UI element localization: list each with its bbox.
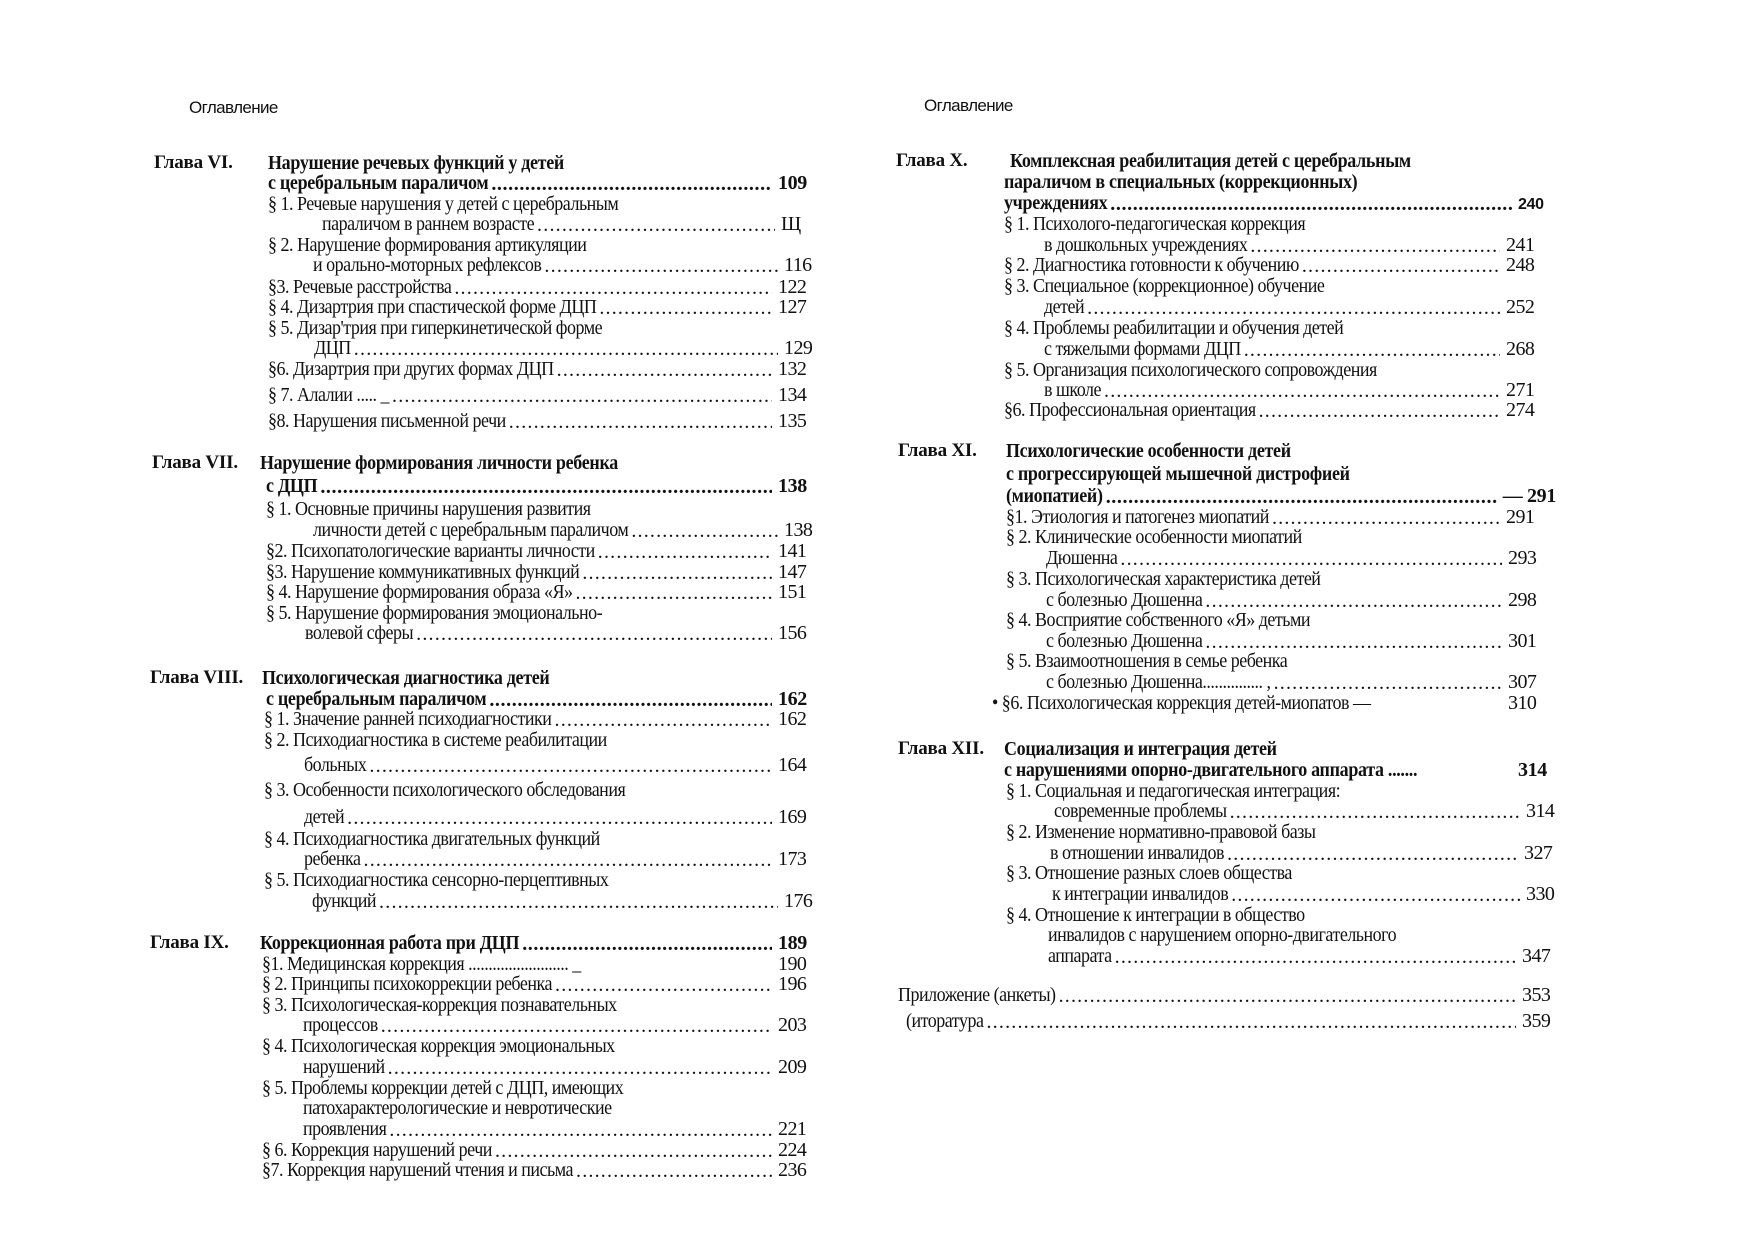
dot-leader	[1104, 380, 1500, 400]
entry-title: Нарушение формирования личности ребенка	[260, 452, 618, 474]
chapter-title-line	[260, 932, 812, 954]
toc-entry	[1004, 317, 1343, 339]
entry-title: §1. Медицинская коррекция ......................... _	[262, 953, 581, 975]
page-number: 203	[778, 1014, 807, 1036]
toc-entry	[313, 519, 818, 541]
entry-title: с церебральным параличом	[268, 172, 489, 194]
chapter-title-line	[260, 452, 618, 474]
dot-leader	[537, 214, 775, 234]
entry-title: параличом в специальных (коррекционных)	[1004, 171, 1358, 193]
entry-title: Социализация и интеграция детей	[1004, 738, 1277, 760]
dot-leader	[1106, 486, 1497, 506]
dot-leader	[1205, 590, 1502, 610]
dot-leader	[1115, 946, 1516, 966]
entry-title: §7. Коррекция нарушений чтения и письма	[262, 1159, 574, 1181]
page-number: 330	[1526, 883, 1555, 905]
toc-entry	[303, 1097, 612, 1119]
page-number: Щ	[781, 213, 801, 235]
page-number: 224	[778, 1139, 807, 1161]
page-number: 127	[778, 296, 807, 318]
entry-title: § 4. Психодиагностика двигательных функций	[264, 828, 600, 850]
entry-title: § 3. Психологическая характеристика детей	[1006, 568, 1321, 590]
entry-title: § 4. Нарушение формирования образа «Я»	[266, 581, 573, 603]
toc-entry	[264, 729, 607, 751]
dot-leader	[320, 476, 772, 496]
entry-title: и орально-моторных рефлексов	[313, 254, 542, 276]
entry-title: § 4. Психологическая коррекция эмоциональных	[262, 1035, 615, 1057]
toc-entry	[264, 708, 812, 730]
entry-title: с болезнью Дюшенна	[1046, 630, 1203, 652]
page-number: 236	[778, 1159, 807, 1181]
dot-leader	[1244, 339, 1500, 359]
page-number: 169	[778, 806, 807, 828]
dot-leader	[1120, 548, 1502, 568]
toc-entry	[268, 193, 618, 215]
chapter-title-line	[266, 475, 812, 497]
toc-entry	[1054, 800, 1560, 822]
page-number: 141	[778, 540, 807, 562]
entry-title: ДЦП	[314, 337, 351, 359]
toc-entry	[268, 317, 602, 339]
toc-entry	[1048, 945, 1556, 967]
toc-entry	[268, 276, 812, 298]
toc-entry	[303, 1056, 812, 1078]
chapter-title-line	[266, 688, 812, 710]
entry-title: § 1. Психолого-педагогическая коррекция	[1004, 213, 1306, 235]
page-number: 359	[1522, 1010, 1551, 1032]
toc-entry	[1050, 842, 1558, 864]
entry-title: функций	[312, 890, 377, 912]
entry-title: Дюшенна	[1046, 547, 1118, 569]
page-number: 129	[784, 337, 813, 359]
toc-entry	[313, 254, 818, 276]
dot-leader	[575, 582, 772, 602]
toc-entry	[262, 1159, 812, 1181]
entry-title: с ДЦП	[266, 475, 318, 497]
toc-entry	[1044, 338, 1540, 360]
toc-entry	[1046, 630, 1542, 652]
toc-entry	[266, 561, 812, 583]
toc-entry	[1006, 609, 1310, 631]
page-number: 190	[778, 953, 807, 975]
entry-title: проявления	[303, 1118, 387, 1140]
entry-title: § 4. Проблемы реабилитации и обучения детей	[1004, 317, 1344, 339]
page-number: 138	[784, 519, 813, 541]
chapter-title-line	[268, 152, 564, 174]
page-number: 189	[778, 932, 807, 954]
page-number: 162	[778, 688, 807, 710]
dot-leader	[347, 807, 772, 827]
entry-title: § 1. Основные причины нарушения развития	[266, 498, 591, 520]
chapter-title-line	[1006, 463, 1350, 485]
page-number: 164	[778, 754, 807, 776]
dot-leader	[389, 1119, 772, 1139]
dot-leader	[576, 1160, 772, 1180]
entry-title: с церебральным параличом	[266, 688, 487, 710]
toc-entry	[266, 602, 602, 624]
entry-title: личности детей с церебральным параличом	[313, 519, 629, 541]
page-number: 138	[778, 475, 807, 497]
entry-title: больных	[304, 754, 367, 776]
entry-title: в дошкольных учреждениях	[1044, 234, 1248, 256]
dot-leader	[392, 385, 772, 405]
entry-title: Коррекционная работа при ДЦП	[260, 932, 520, 954]
dot-leader	[1274, 672, 1502, 692]
toc-entry	[1044, 234, 1540, 256]
entry-title: § 3. Особенности психологического обследования	[264, 779, 626, 801]
dot-leader	[495, 1140, 772, 1160]
chapter-label: Глава VI.	[154, 152, 233, 173]
toc-entry	[268, 384, 812, 406]
chapter-title-line	[1006, 440, 1291, 462]
entry-title: §1. Этиология и патогенез миопатий	[1006, 506, 1269, 528]
dot-leader	[381, 1015, 772, 1035]
page-number: 156	[778, 622, 807, 644]
chapter-title-line	[1006, 485, 1556, 507]
dot-leader	[388, 1057, 772, 1077]
toc-entry	[262, 973, 812, 995]
page-number: 252	[1506, 296, 1535, 318]
toc-entry	[1006, 821, 1315, 843]
entry-title: с болезнью Дюшенна............... ,	[1046, 671, 1271, 693]
chapter-title-line	[268, 172, 812, 194]
entry-title: § 3. Психологическая-коррекция познавательных	[262, 994, 617, 1016]
toc-entry	[1006, 568, 1320, 590]
entry-title: детей	[1044, 296, 1085, 318]
dot-leader	[544, 255, 778, 275]
dot-leader	[454, 277, 772, 297]
page-number: 109	[778, 172, 807, 194]
entry-title: патохарактерологические и невротические	[303, 1097, 612, 1119]
entry-title: § 4. Дизартрия при спастической форме ДЦП	[268, 296, 597, 318]
dot-leader	[582, 562, 772, 582]
entry-title: параличом в раннем возрасте	[322, 213, 535, 235]
entry-title: в школе	[1044, 379, 1101, 401]
chapter-title-line	[1004, 171, 1357, 193]
toc-entry	[304, 848, 812, 870]
entry-title: к интеграции инвалидов	[1052, 883, 1229, 905]
entry-title: § 2. Изменение нормативно-правовой базы	[1006, 821, 1316, 843]
toc-entry	[266, 540, 812, 562]
page-number: 122	[778, 276, 807, 298]
toc-entry	[262, 953, 812, 975]
chapter-title-line	[1004, 738, 1277, 760]
page-number: 221	[778, 1118, 807, 1140]
page-number: 310	[1508, 692, 1537, 714]
dot-leader	[599, 297, 772, 317]
toc-entry	[262, 1035, 615, 1057]
entry-title: § 5. Психодиагностика сенсорно-перцептивных	[264, 869, 609, 891]
entry-title: нарушений	[303, 1056, 385, 1078]
entry-title: в отношении инвалидов	[1050, 842, 1225, 864]
entry-title: § 2. Психодиагностика в системе реабилитации	[264, 729, 607, 751]
toc-entry	[1006, 506, 1540, 528]
entry-title: § 5. Дизар'трия при гиперкинетической форме	[268, 317, 603, 339]
entry-title: § 5. Проблемы коррекции детей с ДЦП, имеющих	[262, 1077, 624, 1099]
chapter-label: Глава VIII.	[150, 667, 244, 688]
toc-entry	[322, 213, 815, 235]
page-number: 209	[778, 1056, 807, 1078]
toc-entry	[303, 1118, 812, 1140]
toc-entry	[312, 890, 818, 912]
page-number: 274	[1506, 399, 1535, 421]
entry-title: Приложение (анкеты)	[898, 984, 1056, 1006]
page-number: 240	[1518, 196, 1544, 213]
toc-entry	[268, 234, 586, 256]
entry-title: с тяжелыми формами ДЦП	[1044, 338, 1241, 360]
chapter-label: Глава XI.	[898, 440, 977, 461]
entry-title: детей	[304, 806, 345, 828]
entry-title: Нарушение речевых функций у детей	[268, 152, 564, 174]
entry-title: § 1. Социальная и педагогическая интеграция:	[1006, 780, 1341, 802]
entry-title: § 5. Взаимоотношения в семье ребенка	[1006, 650, 1288, 672]
dot-leader	[379, 891, 778, 911]
toc-entry	[906, 1010, 1556, 1032]
page-number: 353	[1522, 984, 1551, 1006]
entry-title: с прогрессирующей мышечной дистрофией	[1006, 463, 1350, 485]
dot-leader	[1231, 884, 1520, 904]
entry-title: §3. Речевые расстройства	[268, 276, 452, 298]
chapter-title-line	[262, 667, 549, 689]
toc-entry	[304, 754, 812, 776]
entry-title: (иторатура	[906, 1010, 984, 1032]
entry-title: современные проблемы	[1054, 800, 1227, 822]
page-number: 271	[1506, 379, 1535, 401]
page-number: 116	[784, 254, 812, 276]
page-number: 176	[784, 890, 813, 912]
toc-entry	[1046, 589, 1542, 611]
page-number: 151	[778, 581, 807, 603]
chapter-label: Глава X.	[896, 150, 968, 171]
dot-leader	[1259, 400, 1500, 420]
page-number: 291	[1506, 506, 1535, 528]
entry-title: волевой сферы	[305, 622, 414, 644]
running-head: Оглавление	[924, 96, 1013, 115]
dot-leader	[1205, 631, 1502, 651]
entry-title: §6. Дизартрия при других формах ДЦП	[268, 358, 554, 380]
entry-title: аппарата	[1048, 945, 1112, 967]
toc-entry	[1044, 379, 1540, 401]
entry-title: • §6. Психологическая коррекция детей-миопатов —	[992, 692, 1371, 714]
dot-leader	[986, 1011, 1516, 1031]
page-number: 248	[1506, 254, 1535, 276]
toc-entry	[264, 869, 608, 891]
page-number: 147	[778, 561, 807, 583]
entry-title: § 2. Диагностика готовности к обучению	[1004, 254, 1299, 276]
chapter-label: Глава XII.	[898, 738, 984, 759]
page-number: 268	[1506, 338, 1535, 360]
dot-leader	[416, 623, 772, 643]
toc-entry	[305, 622, 812, 644]
dot-leader	[1272, 507, 1500, 527]
dot-leader	[491, 173, 772, 193]
entry-title: §8. Нарушения письменной речи	[268, 410, 506, 432]
entry-title: ребенка	[304, 848, 361, 870]
dot-leader	[1110, 193, 1512, 213]
dot-leader	[489, 689, 772, 709]
toc-entry	[268, 410, 812, 432]
page-number: 293	[1508, 547, 1537, 569]
toc-entry	[1004, 359, 1377, 381]
entry-title: § 6. Коррекция нарушений речи	[262, 1139, 492, 1161]
toc-entry	[1044, 296, 1540, 318]
dot-leader	[364, 849, 772, 869]
page-number: 132	[778, 358, 807, 380]
toc-entry	[1004, 254, 1540, 276]
page-number: 196	[778, 973, 807, 995]
entry-title: Комплексная реабилитация детей с церебральным	[1010, 150, 1411, 172]
toc-entry	[266, 581, 812, 603]
entry-title: с нарушениями опорно-двигательного аппарата .......	[1004, 759, 1418, 781]
dot-leader	[1087, 297, 1500, 317]
toc-entry	[1004, 275, 1324, 297]
toc-entry	[1006, 904, 1305, 926]
toc-entry	[1006, 526, 1302, 548]
toc-entry	[1006, 780, 1340, 802]
dot-leader	[354, 338, 778, 358]
entry-title: § 1. Речевые нарушения у детей с церебральным	[268, 193, 619, 215]
dot-leader	[631, 520, 778, 540]
toc-entry	[898, 984, 1556, 1006]
toc-entry	[264, 828, 600, 850]
chapter-label: Глава IX.	[150, 932, 229, 953]
toc-entry	[1046, 547, 1542, 569]
dot-leader	[598, 541, 772, 561]
right-page	[876, 0, 1753, 1241]
page-number: 307	[1508, 671, 1537, 693]
toc-entry	[1006, 650, 1287, 672]
page-number: 298	[1508, 589, 1537, 611]
dot-leader	[555, 709, 773, 729]
toc-entry	[262, 1139, 812, 1161]
toc-entry	[264, 779, 625, 801]
page-number: 301	[1508, 630, 1537, 652]
entry-title: § 3. Отношение разных слоев общества	[1006, 862, 1292, 884]
entry-title: (миопатией)	[1006, 485, 1103, 507]
page-number: 173	[778, 848, 807, 870]
running-head: Оглавление	[189, 98, 278, 117]
entry-title: с болезнью Дюшенна	[1046, 589, 1203, 611]
entry-title: § 1. Значение ранней психодиагностики	[264, 708, 552, 730]
toc-entry	[1048, 924, 1396, 946]
toc-entry	[1052, 883, 1560, 905]
entry-title: § 2. Принципы психокоррекции ребенка	[262, 973, 552, 995]
toc-entry	[304, 806, 812, 828]
page-number: 347	[1522, 945, 1551, 967]
toc-entry	[268, 358, 812, 380]
dot-leader	[522, 933, 772, 953]
entry-title: §3. Нарушение коммуникативных функций	[266, 561, 580, 583]
entry-title: § 5. Организация психологического сопровождения	[1004, 359, 1377, 381]
dot-leader	[555, 974, 772, 994]
chapter-title-line	[1010, 150, 1411, 172]
entry-title: § 7. Алалии ..... _	[268, 384, 389, 406]
toc-entry	[262, 994, 617, 1016]
dot-leader	[557, 359, 772, 379]
page-number: 327	[1524, 842, 1553, 864]
toc-entry	[303, 1014, 812, 1036]
page-number: 162	[778, 708, 807, 730]
toc-entry	[1004, 213, 1305, 235]
entry-title: § 4. Восприятие собственного «Я» детьми	[1006, 609, 1311, 631]
entry-title: § 3. Специальное (коррекционное) обучение	[1004, 275, 1325, 297]
toc-entry	[1004, 399, 1540, 421]
page-number: 314	[1518, 759, 1547, 781]
entry-title: процессов	[303, 1014, 378, 1036]
entry-title: учреждениях	[1004, 192, 1108, 214]
chapter-title-line	[1004, 759, 1552, 781]
entry-title: § 2. Нарушение формирования артикуляции	[268, 234, 587, 256]
entry-title: Психологическая диагностика детей	[262, 667, 550, 689]
dot-leader	[1250, 235, 1500, 255]
toc-entry	[1046, 671, 1542, 693]
dot-leader	[1302, 255, 1500, 275]
entry-title: § 4. Отношение к интеграции в общество	[1006, 904, 1305, 926]
dot-leader	[1227, 843, 1518, 863]
toc-entry	[992, 692, 1542, 714]
entry-title: §6. Профессиональная ориентация	[1004, 399, 1256, 421]
toc-entry	[1006, 862, 1292, 884]
page-number: 314	[1526, 800, 1555, 822]
page-number: 135	[778, 410, 807, 432]
page-number: 134	[778, 384, 807, 406]
chapter-label: Глава VII.	[152, 452, 238, 473]
dot-leader	[509, 411, 772, 431]
entry-title: § 2. Клинические особенности миопатий	[1006, 526, 1302, 548]
toc-entry	[314, 337, 818, 359]
left-page	[0, 0, 876, 1241]
dot-leader	[1230, 801, 1520, 821]
entry-title: §2. Психопатологические варианты личности	[266, 540, 595, 562]
entry-title: инвалидов с нарушением опорно-двигательного	[1048, 924, 1397, 946]
toc-entry	[268, 296, 812, 318]
page-number: 241	[1506, 234, 1535, 256]
toc-entry	[262, 1077, 623, 1099]
entry-title: Психологические особенности детей	[1006, 440, 1291, 462]
toc-entry	[266, 498, 591, 520]
dot-leader	[1059, 985, 1516, 1005]
dot-leader	[369, 755, 772, 775]
page-number: — 291	[1502, 485, 1556, 507]
entry-title: § 5. Нарушение формирования эмоционально-	[266, 602, 603, 624]
